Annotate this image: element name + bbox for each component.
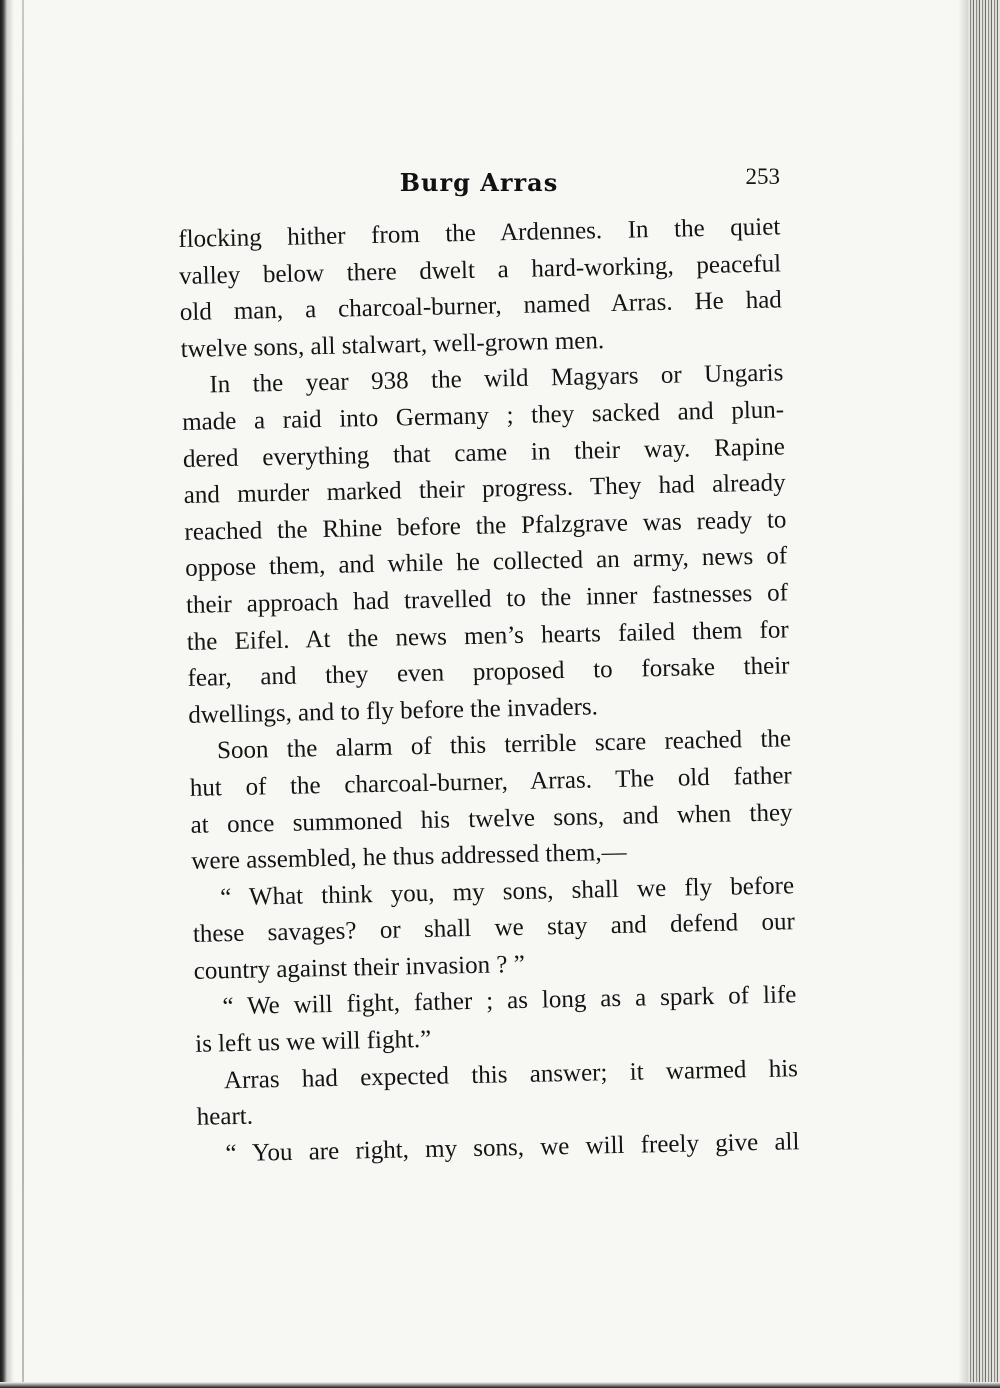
binding-crease <box>22 0 24 1388</box>
page-bottom-edge <box>0 1382 1000 1388</box>
text-line: hut of the charcoal-burner, Arras. The old father <box>189 762 793 802</box>
text-line: and murder marked their progress. They had already <box>183 469 786 510</box>
text-line: “ What think you, my sons, shall we fly before <box>219 871 795 911</box>
running-head <box>178 162 780 202</box>
text-line: “ You are right, my sons, we will freely give all <box>225 1128 800 1168</box>
text-line: old man, a charcoal-burner, named Arras. He had <box>179 286 783 327</box>
text-line: reached the Rhine before the Pfalzgrave was ready to <box>184 506 787 546</box>
running-title: Burg Arras <box>399 168 559 197</box>
text-line: country against their invasion ? ” <box>193 950 526 985</box>
text-line: is left us we will fight.” <box>194 1025 432 1058</box>
text-line: Soon the alarm of this terrible scare reached the <box>216 725 792 765</box>
text-line: Arras had expected this answer; it warmed his <box>223 1054 799 1094</box>
text-line: these savages? or shall we stay and defend our <box>192 908 796 949</box>
text-line: dered everything that came in their way. Rapine <box>182 432 786 473</box>
page-number: 253 <box>745 164 780 189</box>
text-line: were assembled, he thus addressed them,— <box>191 838 627 875</box>
text-line: valley below there dwelt a hard-working, peaceful <box>178 249 782 290</box>
text-line: In the year 938 the wild Magyars or Ungaris <box>209 359 784 399</box>
text-line: oppose them, and while he collected an army, news of <box>184 542 788 583</box>
text-line: dwellings, and to fly before the invaders. <box>188 693 599 729</box>
text-line: at once summoned his twelve sons, and when they <box>190 798 793 839</box>
text-line: “ We will fight, father ; as long as a spark of life <box>222 981 797 1021</box>
text-line: flocking hither from the Ardennes. In the quiet <box>178 213 781 253</box>
text-line: fear, and they even proposed to forsake their <box>187 652 790 693</box>
text-line: heart. <box>196 1102 254 1132</box>
text-line: made a raid into Germany ; they sacked and plun- <box>181 396 785 436</box>
text-line: twelve sons, all stalwart, well-grown men. <box>180 326 605 363</box>
body-text <box>178 209 800 1173</box>
page-stack-edge <box>968 0 1000 1388</box>
text-line: the Eifel. At the news men’s hearts failed them for <box>186 615 789 656</box>
binding-shadow <box>0 0 14 1388</box>
text-line: their approach had travelled to the inner fastnesses of <box>185 579 789 619</box>
page-edge-shade <box>958 0 968 1388</box>
